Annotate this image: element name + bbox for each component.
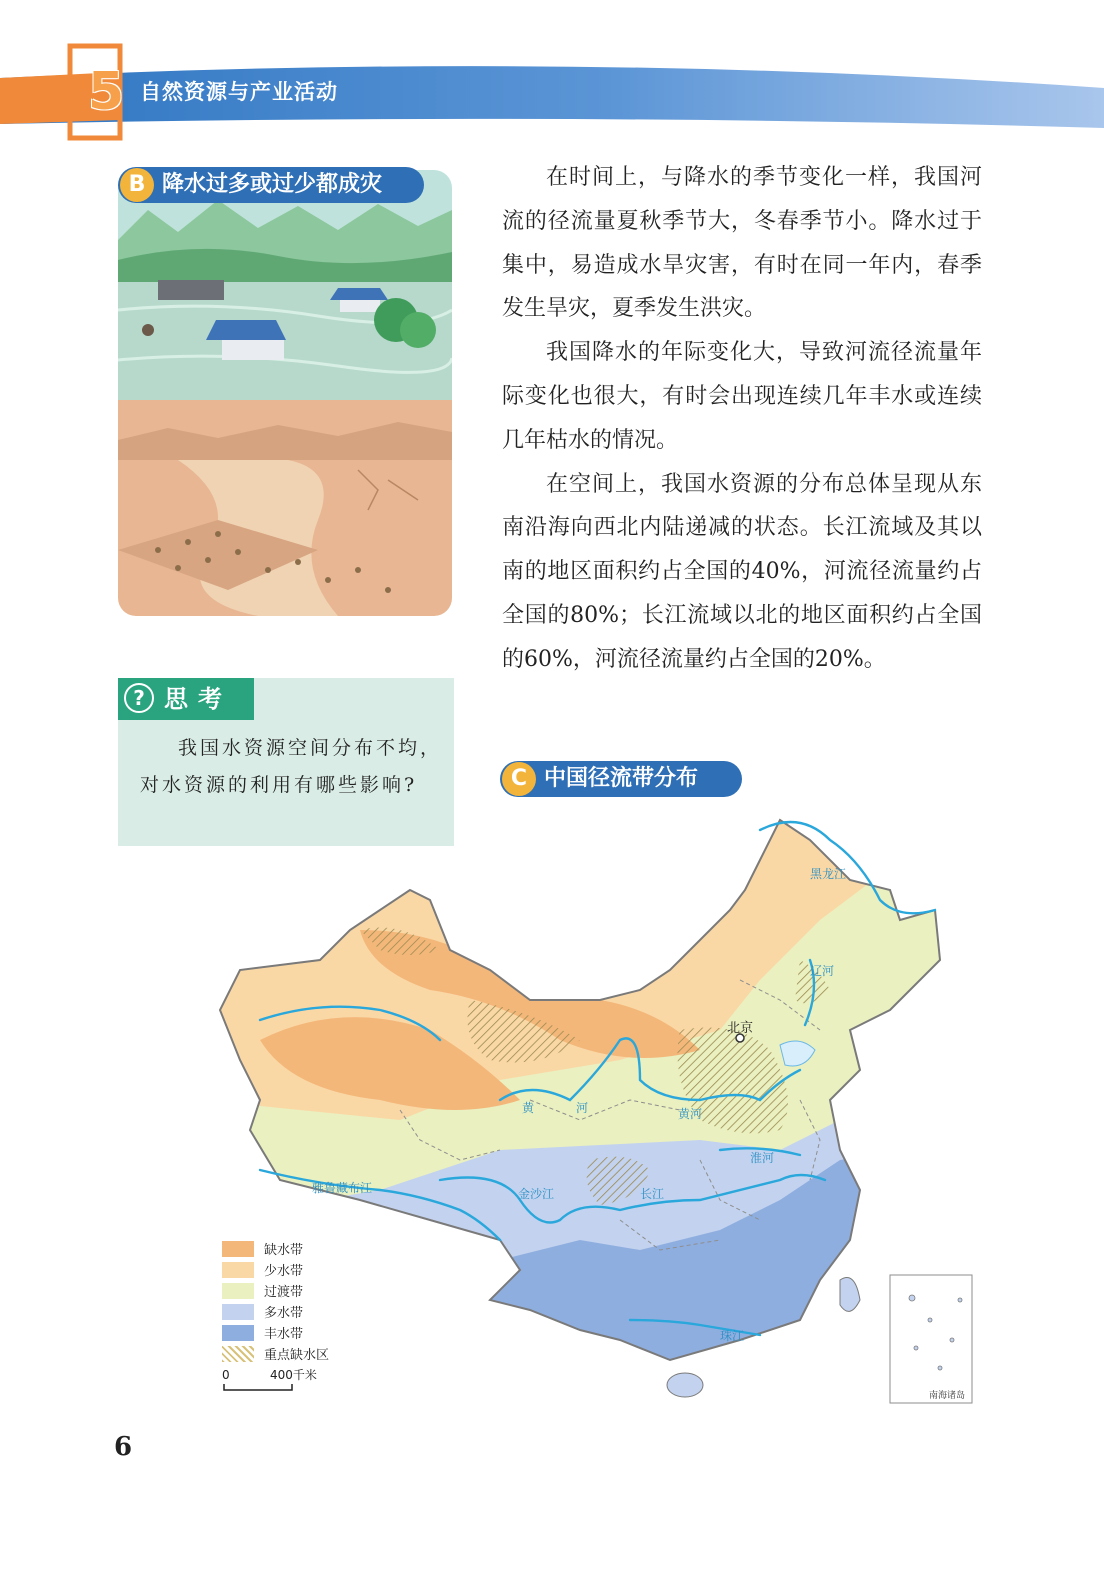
- legend-label: 多水带: [264, 1306, 304, 1321]
- legend-item-6: [222, 1343, 372, 1364]
- figure-b-title: 降水过多或过少都成灾: [162, 172, 383, 197]
- legend-item-5: [222, 1322, 372, 1343]
- map-label-huang-1: 黄: [522, 1101, 535, 1115]
- map-label-huang-lower: 黄河: [678, 1107, 703, 1121]
- map-label-heilong: 黑龙江: [810, 867, 847, 881]
- scale-bar: [222, 1366, 342, 1396]
- body-paragraph-3: 在空间上，我国水资源的分布总体呈现从东南沿海向西北内陆递减的状态。长江流域及其以南的地区面积约占全国的40%，河流径流量约占全国的80%；长江流域以北的地区面积约占全国的60%，河流径流量约占全国的20%。: [502, 471, 982, 672]
- map-label-huai: 淮河: [750, 1151, 775, 1165]
- scale-zero: 0: [222, 1368, 230, 1382]
- inset-label: 南海诸岛: [929, 1391, 966, 1401]
- figure-b-label: [118, 167, 424, 203]
- map-label-yarlung: 雅鲁藏布江: [312, 1181, 373, 1195]
- legend-label: 少水带: [264, 1264, 304, 1279]
- legend-label: 过渡带: [264, 1285, 304, 1300]
- map-label-zhu: 珠江: [720, 1329, 745, 1343]
- figure-b-letter: B: [120, 168, 154, 202]
- map-legend: [222, 1238, 372, 1364]
- figure-c-label: [500, 761, 742, 797]
- question-icon: ?: [124, 683, 154, 713]
- figure-c-title: 中国径流带分布: [544, 766, 699, 791]
- body-paragraph-1: 在时间上，与降水的季节变化一样，我国河流的径流量夏秋季节大，冬春季节小。降水过于集中，易造成水旱灾害，有时在同一年内，春季发生旱灾，夏季发生洪灾。: [502, 165, 982, 322]
- legend-label: 丰水带: [264, 1327, 304, 1342]
- think-title: 思考: [164, 685, 232, 713]
- figure-c-letter: C: [502, 762, 536, 796]
- chapter-number: 5: [88, 62, 125, 122]
- legend-item-2: [222, 1259, 372, 1280]
- legend-item-1: [222, 1238, 372, 1259]
- legend-item-4: [222, 1301, 372, 1322]
- map-label-huang-2: 河: [576, 1101, 589, 1115]
- body-paragraph-2: 我国降水的年际变化大，导致河流径流量年际变化也很大，有时会出现连续几年丰水或连续几年枯水的情况。: [502, 340, 982, 453]
- flood-drought-illustration: [118, 170, 452, 616]
- legend-label: 重点缺水区: [264, 1348, 330, 1363]
- map-label-liao: 辽河: [810, 964, 835, 978]
- header-band: [0, 0, 1104, 150]
- think-header: [118, 678, 254, 720]
- body-text: [502, 156, 982, 682]
- map-label-chang: 长江: [640, 1187, 665, 1201]
- map-label-jinsha: 金沙江: [518, 1187, 555, 1201]
- think-text: 我国水资源空间分布不均，对水资源的利用有哪些影响?: [140, 737, 443, 796]
- legend-item-3: [222, 1280, 372, 1301]
- chapter-title: 自然资源与产业活动: [140, 80, 338, 104]
- page-number: 6: [114, 1432, 133, 1462]
- legend-label: 缺水带: [264, 1243, 304, 1258]
- scale-label: 400千米: [270, 1368, 317, 1382]
- map-label-beijing: 北京: [727, 1021, 754, 1036]
